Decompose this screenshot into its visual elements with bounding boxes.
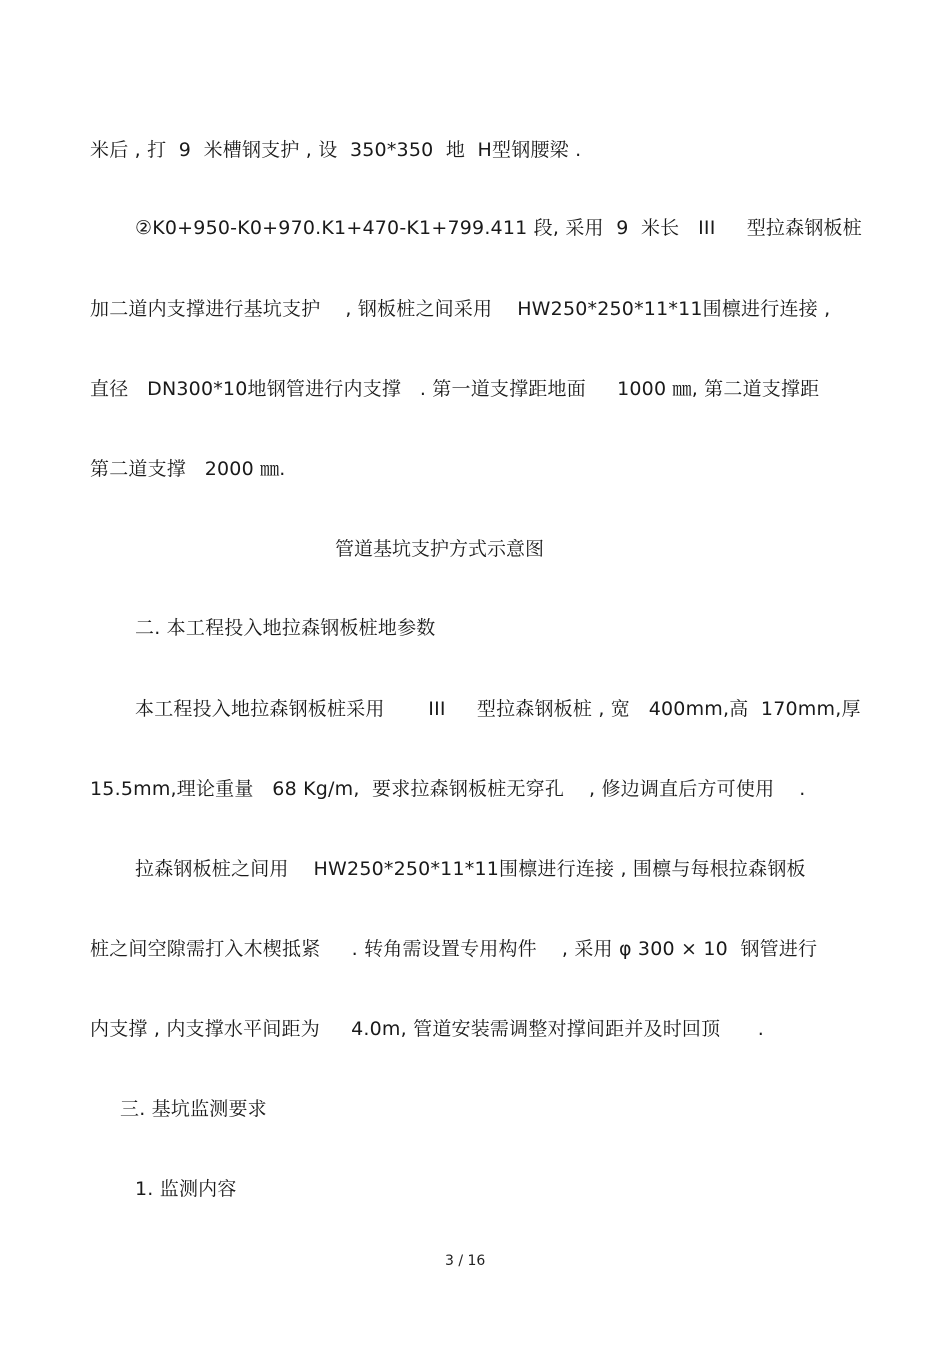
paragraph-line: 第二道支撑 2000 ㎜. [90,458,286,480]
section-heading: 二. 本工程投入地拉森钢板桩地参数 [135,617,436,639]
figure-caption: 管道基坑支护方式示意图 [335,538,545,560]
paragraph-line: 加二道内支撑进行基坑支护 , 钢板桩之间采用 HW250*250*11*11围檩进行连接 , [90,298,831,320]
page-number: 3 / 16 [445,1253,486,1269]
paragraph-line: 米后 , 打 9 米槽钢支护 , 设 350*350 地 H型钢腰梁 . [90,139,582,161]
paragraph-line: ②K0+950-K0+970.K1+470-K1+799.411 段, 采用 9 米长 III 型拉森钢板桩 [135,217,862,239]
paragraph-line: 本工程投入地拉森钢板桩采用 III 型拉森钢板桩 , 宽 400mm,高 170mm,厚 [135,698,861,720]
paragraph-line: 15.5mm,理论重量 68 Kg/m, 要求拉森钢板桩无穿孔 , 修边调直后方可使用 . [90,778,806,800]
paragraph-line: 内支撑 , 内支撑水平间距为 4.0m, 管道安装需调整对撑间距并及时回顶 . [90,1018,764,1040]
paragraph-line: 拉森钢板桩之间用 HW250*250*11*11围檩进行连接 , 围檩与每根拉森钢板 [135,858,806,880]
subsection-heading: 1. 监测内容 [135,1178,237,1200]
section-heading: 三. 基坑监测要求 [120,1098,267,1120]
paragraph-line: 桩之间空隙需打入木楔抵紧 . 转角需设置专用构件 , 采用 φ 300 × 10 钢管进行 [90,938,818,960]
paragraph-line: 直径 DN300*10地钢管进行内支撑 . 第一道支撑距地面 1000 ㎜, 第二道支撑距 [90,378,820,400]
